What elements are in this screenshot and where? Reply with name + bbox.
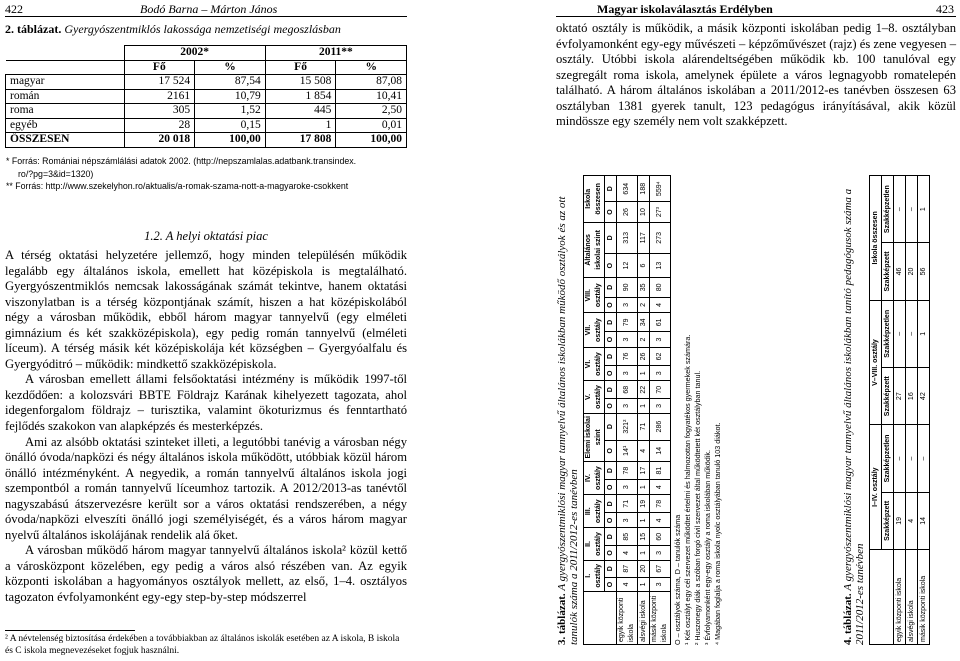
od-cell: D <box>605 313 617 332</box>
table-cell: – <box>894 300 906 367</box>
table-cell: 1 <box>638 366 650 381</box>
note: ⁴ Magában foglalja a roma iskola nyolc osztályában tanuló 103 diákot. <box>713 422 722 645</box>
table-row <box>894 176 906 645</box>
table-cell: 14 <box>650 440 671 461</box>
table-cell: 10,79 <box>195 89 266 104</box>
table-cell: 3 <box>617 513 638 528</box>
table-cell: 78 <box>650 495 671 513</box>
od-cell: O <box>605 366 617 381</box>
od-cell: O <box>605 399 617 414</box>
table-cell: 117 <box>638 222 650 253</box>
source-note-2: ** Forrás: http://www.szekelyhon.ro/aktualis/a-romak-szama-nott-a-magyaroke-csokkent <box>6 181 349 191</box>
table-cell: 559⁴ <box>650 176 671 202</box>
row-label: alsvégi iskola <box>906 550 918 645</box>
group-head: I–IV. osztály <box>870 425 882 550</box>
note: O – osztályok száma, D – tanulók száma <box>673 514 682 645</box>
table-cell: 634 <box>617 176 638 202</box>
table-cell: 17 <box>638 461 650 479</box>
table-cell: 20 <box>906 243 918 300</box>
table-cell: 28 <box>124 118 195 133</box>
right-body-text <box>556 21 956 130</box>
footnote: ² A névtelenség biztosítása érdekében a továbbiakban az általános iskolák esetében az A iskola, B iskola és C iskola megnevezéseket fogjuk használni. <box>5 634 400 656</box>
row-label: egyéb <box>6 118 125 133</box>
table-row <box>650 176 671 645</box>
table-cell: 14¹ <box>617 440 638 461</box>
od-cell: D <box>605 495 617 513</box>
table-cell: 4 <box>650 480 671 495</box>
col-head: V. osztály <box>584 381 605 413</box>
section-title: 1.2. A helyi oktatási piac <box>144 229 268 243</box>
table-cell: 4 <box>617 546 638 561</box>
subhead: Szakképzett <box>882 367 894 424</box>
table-cell: 87 <box>617 560 638 577</box>
table3-rotated-block <box>556 181 722 646</box>
table-cell: 26 <box>638 347 650 365</box>
table-cell: – <box>918 425 930 492</box>
table2-label: 2. táblázat. <box>5 22 62 36</box>
od-cell: O <box>605 513 617 528</box>
running-head-title: Magyar iskolaválasztás Erdélyben <box>597 2 773 16</box>
table-cell: 1 <box>265 118 336 133</box>
table-cell: 3 <box>650 332 671 347</box>
table-row <box>638 176 650 645</box>
header-rule-left <box>5 16 407 17</box>
od-cell: O <box>605 546 617 561</box>
table3-caption <box>556 180 580 645</box>
table-cell: 1 <box>638 480 650 495</box>
table-cell: 0,01 <box>336 118 407 133</box>
subhead: Szakképzett <box>882 243 894 300</box>
table-cell: 70 <box>650 381 671 399</box>
table2-title: Gyergyószentmiklós lakossága nemzetiségi megoszlásban <box>64 22 341 36</box>
teachers-table <box>869 175 930 645</box>
table-cell: 1 <box>638 577 650 591</box>
table-cell: 78 <box>617 461 638 479</box>
table-cell: 4 <box>617 577 638 591</box>
table-cell: 3 <box>650 546 671 561</box>
col-head: II. osztály <box>584 528 605 560</box>
page-number-right: 423 <box>936 2 954 16</box>
table-cell: 20 <box>638 560 650 577</box>
table-row <box>6 75 407 90</box>
table-cell: 17 808 <box>265 133 336 148</box>
row-label: magyar <box>6 75 125 90</box>
row-label: ÖSSZESEN <box>6 133 125 148</box>
table-cell: 68 <box>617 381 638 399</box>
table4-caption <box>842 180 866 645</box>
od-cell: O <box>605 480 617 495</box>
table-cell: 3 <box>650 577 671 591</box>
subhead: Szakképzetlen <box>882 176 894 243</box>
paragraph: A városban emellett állami felsőoktatási intézmény is működik 1997-től kezdődően: a kolozsvári BBTE Földrajz Karának kihelyezett tagozata, ahol idegenforgalom földrajz – turisztika, valamint ökoturizmus és fenntartható fejlődés szakokon van alapképzés és mesterképzés. <box>5 372 407 434</box>
od-cell: D <box>605 560 617 577</box>
table-cell: 1 <box>638 399 650 414</box>
col-fo-1: Fő <box>124 60 195 75</box>
table-cell: 27³ <box>650 202 671 222</box>
group-head: Iskola összesen <box>870 176 882 301</box>
table-cell: 4 <box>650 513 671 528</box>
header-rule-right <box>556 16 956 17</box>
table-cell: 1 854 <box>265 89 336 104</box>
od-cell: D <box>605 347 617 365</box>
table-cell: 17 524 <box>124 75 195 90</box>
table-cell: 100,00 <box>336 133 407 148</box>
table-cell: 80 <box>650 278 671 297</box>
col-head: IV. osztály <box>584 461 605 494</box>
table-cell: 3 <box>617 297 638 313</box>
table-cell: 0,15 <box>195 118 266 133</box>
year-2011: 2011** <box>265 46 406 61</box>
table-row <box>906 176 918 645</box>
table-cell: 22 <box>638 381 650 399</box>
table-cell: 87,08 <box>336 75 407 90</box>
table-cell: 14 <box>918 492 930 549</box>
group-head: V–VIII. osztály <box>870 300 882 425</box>
table-cell: 3 <box>617 332 638 347</box>
table-cell: 42 <box>918 367 930 424</box>
table-cell: 16 <box>906 367 918 424</box>
table-cell: 62 <box>650 347 671 365</box>
table-cell: 87,54 <box>195 75 266 90</box>
table-cell: 1 <box>638 546 650 561</box>
table-cell: 10,41 <box>336 89 407 104</box>
od-cell: D <box>605 528 617 546</box>
col-head: Általános iskolai szint <box>584 222 605 278</box>
table-cell: 2 <box>638 332 650 347</box>
table-cell: 85 <box>617 528 638 546</box>
table-cell: 273 <box>650 222 671 253</box>
table-cell: 321² <box>617 413 638 440</box>
table-cell: 3 <box>650 399 671 414</box>
running-head-authors: Bodó Barna – Márton János <box>140 2 278 16</box>
od-cell: O <box>605 202 617 222</box>
od-cell: D <box>605 222 617 253</box>
table-row-total <box>6 133 407 148</box>
table-cell: – <box>906 176 918 243</box>
od-cell: D <box>605 413 617 440</box>
subhead: Szakképzetlen <box>882 300 894 367</box>
table-cell: 34 <box>638 313 650 332</box>
table-cell: 445 <box>265 104 336 119</box>
page-number-left: 422 <box>5 2 23 16</box>
table-cell: 20 018 <box>124 133 195 148</box>
row-label: egyik központi iskola <box>894 550 906 645</box>
table-cell: 10 <box>638 202 650 222</box>
table-cell: 1,52 <box>195 104 266 119</box>
table-cell: 46 <box>894 243 906 300</box>
od-header-row <box>605 176 617 645</box>
col-fo-2: Fő <box>265 60 336 75</box>
population-table <box>5 45 407 148</box>
od-cell: O <box>605 254 617 278</box>
paragraph: Ami az alsóbb oktatási szinteket illeti, a legutóbbi tanévig a városban négy önálló óvoda/napközi és négy általános iskola működött, utóbbiak közül három önálló intézményként. A negyedik, a román tannyelvű általános iskola jogi szempontból a román tannyelvű líceumhoz tartozik. A 2012/2013-as tanévtől nagyszabású átszervezésre került sor a város oktatási rendszerében, a négy óvoda/napközi elveszíti önálló jogi személyiségét, és a város három magyar nyelvű általános iskolájának rendelik alá őket. <box>5 434 407 542</box>
table-cell: 3 <box>650 366 671 381</box>
table-cell: 90 <box>617 278 638 297</box>
table-row <box>6 89 407 104</box>
year-2002: 2002* <box>124 46 265 61</box>
table-cell: – <box>894 425 906 492</box>
table-cell: 79 <box>617 313 638 332</box>
od-cell: D <box>605 461 617 479</box>
table-cell: 3 <box>617 480 638 495</box>
table-cell: 81 <box>650 461 671 479</box>
table-cell: 1 <box>638 513 650 528</box>
table-cell: – <box>906 300 918 367</box>
table-cell: 60 <box>650 528 671 546</box>
table3-notes <box>673 180 723 645</box>
table-row <box>918 176 930 645</box>
table-cell: 1 <box>918 176 930 243</box>
table-cell: 27 <box>894 367 906 424</box>
table-cell: 67 <box>650 560 671 577</box>
table-cell: 2,50 <box>336 104 407 119</box>
od-cell: O <box>605 577 617 591</box>
table-cell: – <box>894 176 906 243</box>
col-head: I. osztály <box>584 560 605 591</box>
table-cell: 1 <box>918 300 930 367</box>
row-label: másik központi iskola <box>918 550 930 645</box>
left-body-text <box>5 248 407 606</box>
table-cell: 3 <box>617 366 638 381</box>
table4-title: A gyergyószentmiklósi magyar tannyelvű általános iskolákban tanító pedagógusok száma a 2011/2012-es tanévben <box>842 188 866 645</box>
table-cell: 15 508 <box>265 75 336 90</box>
table3-label: 3. táblázat. <box>556 593 568 645</box>
note: ² Huszonegy diák a szóban forgó civil szervezet által működtetett két osztályban tanul. <box>693 370 702 645</box>
col-head: Iskola összesen <box>584 176 605 223</box>
table-cell: 4 <box>638 440 650 461</box>
table-cell: 4 <box>650 297 671 313</box>
table3-title: A gyergyószentmiklósi magyar tannyelvű általános iskolákban működő osztályok és az ott tanulók száma a 2011/2012-es tanévben <box>556 196 580 645</box>
table-cell: 19 <box>638 495 650 513</box>
od-cell: D <box>605 176 617 202</box>
row-label: egyik központi iskola <box>617 592 638 645</box>
paragraph: A városban működő három magyar tannyelvű általános iskola² közül kettő a városközpont közelében, egy pedig a város alsó részében van. Az egyik központi iskolában a hagyományos osztályok mellett, az első, 1–4. osztályos tagozaton évfolyamonként egy-egy step-by-step módszerrel <box>5 543 407 605</box>
col-head: VI. osztály <box>584 347 605 381</box>
col-pct-1: % <box>195 60 266 75</box>
col-head: Elemi iskolai szint <box>584 413 605 461</box>
table4-label: 4. táblázat. <box>842 593 854 645</box>
table-cell: 71 <box>638 413 650 440</box>
source-note-1-cont: ro/?pg=3&id=1320) <box>18 168 94 179</box>
table-cell: 71 <box>617 495 638 513</box>
table-cell: 305 <box>124 104 195 119</box>
footnote-rule <box>5 630 135 631</box>
od-cell: O <box>605 297 617 313</box>
table-cell: 12 <box>617 254 638 278</box>
col-head: III. osztály <box>584 495 605 528</box>
subhead: Szakképzetlen <box>882 425 894 492</box>
paragraph: A térség oktatási helyzetére jellemző, hogy minden településén működik legalább egy általános iskola, emellett hat középiskola is megtalálható. Gyergyószentmiklós nemcsak lakosságának számát tekintve, hanem oktatási viszonylatban is a térség központjának számít, hiszen a hat középiskolából négy a városban működik, ebből három magyar tannyelvű (egy elméleti gimnázium és két szakközépiskola), egy pedig román tannyelvű (elméleti líceum). A térség másik két középiskolája két községben – Gyergyóalfalu és Gyergyóditró – működik: mindkettő szakközépiskola. <box>5 248 407 371</box>
paragraph: oktató osztály is működik, a másik központi iskolában pedig 1–8. osztályban évfolyamonként egy-egy művészeti – képzőművészet (rajz) és zene vegyesen – osztály. Utóbbi iskola alárendeltségében működik kb. 100 tanulóval egy szegregált roma iskola, amelynek épülete a város legnagyobb romatelepén található. A három általános iskolában a 2011/2012-es tanévben összesen 63 osztályban 1381 gyerek tanult, 123 pedagógus irányításával, akik közül mindössze egy személy nem volt szakképzett. <box>556 21 956 128</box>
table-cell: 13 <box>650 254 671 278</box>
table-cell: 4 <box>906 492 918 549</box>
note: ¹ Két osztályt egy cél szervezet működtet értelmi és halmozottan fogyatékos gyermekek számára. <box>683 334 692 645</box>
table2-caption <box>5 22 341 37</box>
table-cell: 35 <box>638 278 650 297</box>
subhead: Szakképzett <box>882 492 894 549</box>
table-cell: 100,00 <box>195 133 266 148</box>
table-cell: 76 <box>617 347 638 365</box>
table-cell: 286 <box>650 413 671 440</box>
table-cell: 2 <box>638 297 650 313</box>
col-pct-2: % <box>336 60 407 75</box>
table-cell: 61 <box>650 313 671 332</box>
table-cell: 2161 <box>124 89 195 104</box>
row-label: roma <box>6 104 125 119</box>
table-cell: 15 <box>638 528 650 546</box>
od-cell: D <box>605 381 617 399</box>
table2-sources <box>6 155 410 193</box>
table-cell: 56 <box>918 243 930 300</box>
row-label: román <box>6 89 125 104</box>
table-cell: 26 <box>617 202 638 222</box>
table-row <box>617 176 638 645</box>
table-row <box>6 104 407 119</box>
od-cell: D <box>605 278 617 297</box>
classes-table <box>583 175 671 645</box>
table-cell: 3 <box>617 399 638 414</box>
table-cell: 19 <box>894 492 906 549</box>
od-cell: O <box>605 332 617 347</box>
col-head: VII. osztály <box>584 313 605 347</box>
table-cell: – <box>906 425 918 492</box>
od-cell: O <box>605 440 617 461</box>
table-row <box>6 118 407 133</box>
note: ³ Évfolyamonként egy-egy osztály a roma iskolában működik. <box>703 450 712 645</box>
table4-rotated-block <box>842 185 927 646</box>
table-cell: 313 <box>617 222 638 253</box>
row-label: alsvégi iskola <box>638 592 650 645</box>
source-note-1: * Forrás: Romániai népszámlálási adatok 2002. (http://nepszamlalas.adatbank.transindex. <box>6 156 357 166</box>
table-cell: 188 <box>638 176 650 202</box>
col-head: VIII. osztály <box>584 278 605 313</box>
row-label: másik központi iskola <box>650 592 671 645</box>
table-cell: 6 <box>638 254 650 278</box>
